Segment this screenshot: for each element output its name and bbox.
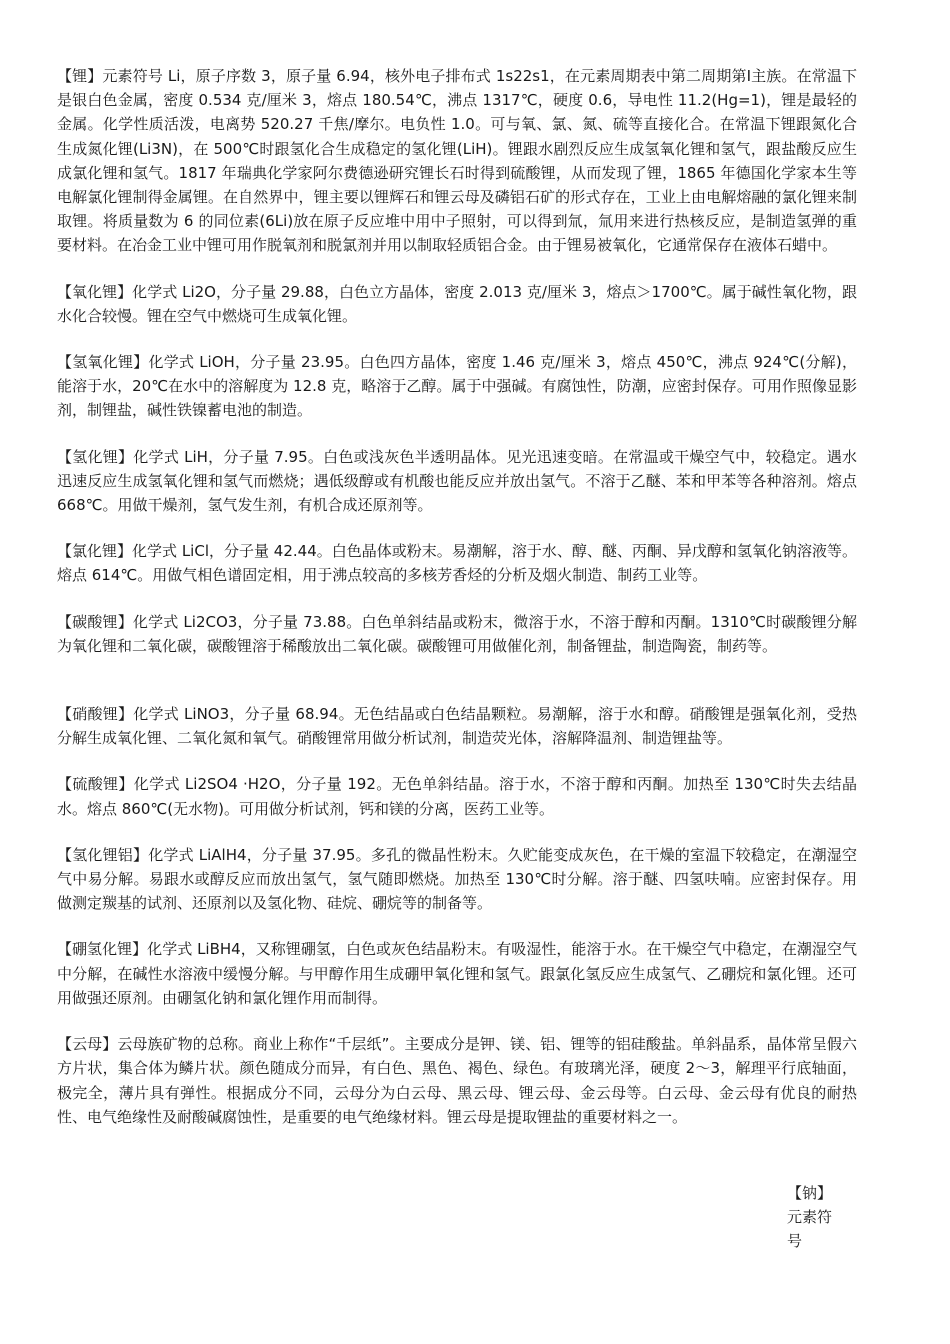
document-body bbox=[57, 64, 857, 1129]
paragraph-mica: 【云母】云母族矿物的总称。商业上称作“千层纸”。主要成分是钾、镁、铝、锂等的铝硅酸盐。单斜晶系，晶体常呈假六方片状，集合体为鳞片状。颜色随成分而异，有白色、黑色、褐色、绿色。有玻璃光泽，硬度 2～3，解理平行底轴面，极完全，薄片具有弹性。根据成分不同，云母分为白云母、黑云母、锂云母、金云母等。白云母、金云母有优良的耐热性、电气绝缘性及耐酸碱腐蚀性，是重要的电气绝缘材料。锂云母是提取锂盐的重要材料之一。 bbox=[57, 1035, 857, 1126]
paragraph-lithium: 【锂】元素符号 Li，原子序数 3，原子量 6.94，核外电子排布式 1s22s1，在元素周期表中第二周期第Ⅰ主族。在常温下是银白色金属，密度 0.534 克/厘米 3，熔点 180.54℃，沸点 1317℃，硬度 0.6，导电性 11.2(Hg=1)，锂是最轻的金属。化学性质活泼，电离势 520.27 千焦/摩尔。电负性 1.0。可与氧、氯、氮、硫等直接化合。在常温下锂跟氮化合生成氮化锂(Li3N)，在 500℃时跟氢化合生成稳定的氢化锂(LiH)。锂跟水剧烈反应生成氢氧化锂和氢气，跟盐酸反应生成氯化锂和氢气。1817 年瑞典化学家阿尔费德逊研究锂长石时得到硫酸锂，从而发现了锂，1865 年德国化学家本生等电解氯化锂制得金属锂。在自然界中，锂主要以锂辉石和锂云母及磷铝石矿的形式存在，工业上由电解熔融的氯化锂来制取锂。将质量数为 6 的同位素(6Li)放在原子反应堆中用中子照射，可以得到氚，氚用来进行热核反应，是制造氢弹的重要材料。在冶金工业中锂可用作脱氧剂和脱氯剂并用以制取轻质铝合金。由于锂易被氧化，它通常保存在液体石蜡中。 bbox=[57, 67, 857, 255]
paragraph-lithium-chloride: 【氯化锂】化学式 LiCl，分子量 42.44。白色晶体或粉末。易潮解，溶于水、醇、醚、丙酮、异戊醇和氢氧化钠溶液等。熔点 614℃。用做气相色谱固定相，用于沸点较高的多核芳香烃的分析及烟火制造、制药工业等。 bbox=[57, 542, 857, 585]
sodium-heading-fragment: 【钠】元素符号 bbox=[787, 1184, 833, 1251]
paragraph-lithium-aluminum-hydride: 【氢化锂铝】化学式 LiAlH4，分子量 37.95。多孔的微晶性粉末。久贮能变成灰色，在干燥的室温下较稳定，在潮湿空气中易分解。易跟水或醇反应而放出氢气，氢气随即燃烧。加热至 130℃时分解。溶于醚、四氢呋喃。应密封保存。用做测定羰基的试剂、还原剂以及氢化物、硅烷、硼烷等的制备等。 bbox=[57, 845, 857, 913]
paragraph-lithium-carbonate: 【碳酸锂】化学式 Li2CO3，分子量 73.88。白色单斜结晶或粉末，微溶于水，不溶于醇和丙酮。1310℃时碳酸锂分解为氧化锂和二氧化碳，碳酸锂溶于稀酸放出二氧化碳。碳酸锂可用做催化剂，制备锂盐，制造陶瓷，制药等。 bbox=[57, 612, 857, 655]
paragraph-lithium-sulfate: 【硫酸锂】化学式 Li2SO4 ·H2O，分子量 192。无色单斜结晶。溶于水，不溶于醇和丙酮。加热至 130℃时失去结晶水。熔点 860℃(无水物)。可用做分析试剂，钙和镁的分离，医药工业等。 bbox=[57, 775, 857, 818]
paragraph-lithium-hydride: 【氢化锂】化学式 LiH，分子量 7.95。白色或浅灰色半透明晶体。见光迅速变暗。在常温或干燥空气中，较稳定。遇水迅速反应生成氢氧化锂和氢气而燃烧；遇低级醇或有机酸也能反应并放出氢气。不溶于乙醚、苯和甲苯等各种溶剂。熔点 668℃。用做干燥剂，氢气发生剂，有机合成还原剂等。 bbox=[57, 447, 857, 515]
paragraph-lithium-oxide: 【氧化锂】化学式 Li2O，分子量 29.88，白色立方晶体，密度 2.013 克/厘米 3，熔点＞1700℃。属于碱性氧化物，跟水化合较慢。锂在空气中燃烧可生成氧化锂。 bbox=[57, 282, 857, 325]
paragraph-lithium-borohydride: 【硼氢化锂】化学式 LiBH4，又称锂硼氢，白色或灰色结晶粉末。有吸湿性，能溶于水。在干燥空气中稳定，在潮湿空气中分解，在碱性水溶液中缓慢分解。与甲醇作用生成硼甲氧化锂和氢气。跟氯化氢反应生成氢气、乙硼烷和氯化锂。还可用做强还原剂。由硼氢化钠和氯化锂作用而制得。 bbox=[57, 940, 857, 1007]
paragraph-lithium-hydroxide: 【氢氧化锂】化学式 LiOH，分子量 23.95。白色四方晶体，密度 1.46 克/厘米 3，熔点 450℃，沸点 924℃(分解)，能溶于水，20℃在水中的溶解度为 12.8 克，略溶于乙醇。属于中强碱。有腐蚀性，防潮，应密封保存。可用作照像显影剂，制锂盐，碱性铁镍蓄电池的制造。 bbox=[57, 353, 857, 420]
paragraph-lithium-nitrate: 【硝酸锂】化学式 LiNO3，分子量 68.94。无色结晶或白色结晶颗粒。易潮解，溶于水和醇。硝酸锂是强氧化剂，受热分解生成氧化锂、二氧化氮和氧气。硝酸锂常用做分析试剂，制造荧光体，溶解降温剂、制造锂盐等。 bbox=[57, 705, 858, 748]
